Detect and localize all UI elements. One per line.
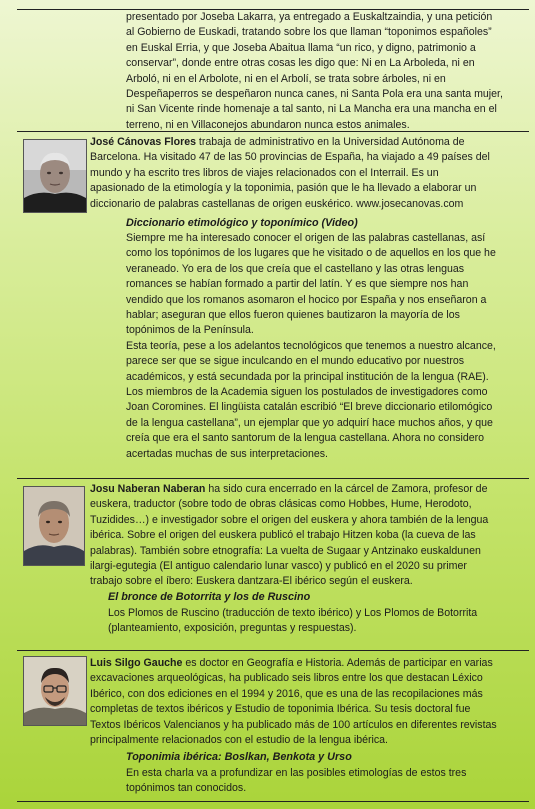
bio-line: mundo y ha escrito tres libros de viajes relacionados con el Interrail. Es un [90, 166, 439, 179]
intro-line: Arboló, ni en el Arbolote, ni en el Arbolí, se trata sobre árboles, ni en [126, 72, 446, 85]
bio-line: apasionado de la etimología y la toponimia, pasión que le ha llevado a elaborar un [90, 182, 477, 195]
speaker-name: Luis Silgo Gauche [90, 657, 183, 669]
bio-line: trabaja de administrativo en la Universidad Autónoma de [195, 136, 465, 148]
speaker-photo-canovas [23, 139, 87, 213]
section-rule [17, 131, 529, 132]
talk-line: hablar; aseguran que ellos fueron quienes bautizaron la mayoría de los [126, 309, 460, 322]
intro-line: presentado por Joseba Lakarra, ya entregado a Euskaltzaindia, y una petición [126, 11, 493, 23]
bio-line: Barcelona. Ha visitado 47 de las 50 provincias de España, ha viajado a 49 países del [90, 151, 490, 164]
speaker-bio-silgo [90, 656, 523, 748]
talk-line: vendido que los romanos asomaron el hocico por España y nos enseñaron a [126, 293, 487, 306]
portrait-image [24, 140, 86, 212]
talk-title: Diccionario etimológico y toponímico (Video) [126, 217, 358, 229]
speaker-name: Josu Naberan Naberan [90, 483, 206, 495]
talk-line: Joan Coromines. El lingüista catalán escribió “El breve diccionario etilomógico [126, 401, 493, 414]
bio-line: ilargi-egutegia (El antiguo calendario lunar vasco) y publicó en el 2020 su primer [90, 560, 467, 573]
bio-line: ibérica. Sobre el origen del euskera publicó el trabajo Hitzen koba (la cueva de las [90, 529, 476, 542]
speaker-photo-naberan [23, 486, 85, 566]
bio-line: palabras). También sobre etnografía: La vuelta de Sugaar y Antzinako euskaldunen [90, 544, 481, 557]
intro-line: Despeñaperros se despeñaron nunca canes, ni Santa Pola era una santa mujer, [126, 88, 503, 101]
talk-description-silgo [126, 766, 523, 797]
section-rule [17, 650, 529, 651]
bio-line: euskera, traductor (sobre todo de obras clásicas como Hobbes, Hume, Herodoto, [90, 498, 472, 511]
talk-title: El bronce de Botorrita y los de Ruscino [108, 591, 311, 603]
intro-line: ni San Vicente rinde homenaje a tal santo, ni La Mancha era una mancha en el [126, 103, 497, 116]
talk-line: de la lengua castellana”, un ejemplar que yo adquirí hace muchos años, y que [126, 416, 493, 429]
bottom-rule [17, 801, 529, 802]
talk-line: romances se habían formado a partir del latín. Y es que siempre nos han [126, 278, 469, 291]
talk-line: como los topónimos de los lugares que he visitado o de aquellos en los que he [126, 247, 496, 260]
bio-line: completas de textos ibéricos y Estudio de toponimia Ibérica. Su tesis doctoral fue [90, 703, 471, 716]
portrait-image [24, 487, 84, 565]
bio-line: excavaciones arqueológicas, ha publicado seis libros entre los que destacan Léxico [90, 672, 483, 685]
talk-line: creía que era el santo santorum de la lengua castellana. Ahora no considero [126, 432, 485, 445]
bio-line: Tuzidides…) e investigador sobre el origen del euskera y ahora también de la lengua [90, 513, 489, 526]
bio-line: ha sido cura encerrado en la cárcel de Zamora, profesor de [205, 483, 488, 495]
section-rule [17, 478, 529, 479]
bio-line: trabajo sobre el íbero: Euskera dantzara-El ibérico según el euskera. [90, 575, 413, 588]
portrait-image [24, 657, 86, 725]
talk-line: parece ser que se sigue inculcando en el mundo educativo por nuestros [126, 355, 465, 368]
intro-line: terreno, ni en Villaconejos abundaron nunca estos animales. [126, 118, 410, 131]
speaker-name: José Cánovas Flores [90, 136, 196, 148]
bio-line: principalmente relacionados con el estudio de la lengua ibérica. [90, 734, 388, 747]
intro-line: conservar”, donde entre otras cosas les digo que: Ni en La Arboleda, ni en [126, 57, 475, 70]
bio-line: Textos Ibéricos Valencianos y ha publicado más de 100 artículos en diferentes revistas [90, 718, 497, 731]
bio-line: diccionario de palabras castellanas de origen euskérico. www.josecanovas.com [90, 197, 464, 210]
talk-line: (planteamiento, exposición, preguntas y respuestas). [108, 622, 357, 635]
talk-description-canovas [126, 231, 523, 462]
speaker-photo-silgo [23, 656, 87, 726]
talk-line: topónimos de la Península. [126, 324, 254, 337]
bio-line: es doctor en Geografía e Historia. Además de participar en varias [182, 657, 493, 669]
talk-line: topónimos tan conocidos. [126, 782, 247, 795]
intro-line: al Gobierno de Euskadi, tratando sobre los que llaman “toponimos españoles” [126, 26, 492, 39]
speaker-bio-naberan [90, 482, 523, 590]
speaker-bio-canovas [90, 135, 523, 212]
talk-line: acertadas muchas de sus interpretaciones. [126, 447, 328, 460]
intro-paragraph [126, 10, 523, 133]
talk-title: Toponimia ibérica: Boslkan, Benkota y Urso [126, 751, 352, 763]
talk-line: Siempre me ha interesado conocer el origen de las palabras castellanas, así [126, 232, 486, 244]
bio-line: Ibérico, con dos ediciones en el 1994 y 2016, que es una de las recopilaciones más [90, 687, 483, 700]
talk-line: Esta teoría, pese a los adelantos tecnológicos que tenemos a nuestro alcance, [126, 339, 496, 352]
talk-line: En esta charla va a profundizar en las posibles etimologías de estos tres [126, 767, 467, 779]
intro-line: en Euskal Erria, y que Joseba Abaitua llama “un rico, y digno, patrimonio a [126, 41, 476, 54]
talk-line: veraneado. Yo era de los que creía que el castellano y las otras lenguas [126, 262, 465, 275]
talk-line: académicos, y está secundada por la principal institución de la lengua (RAE). [126, 370, 489, 383]
talk-line: Los Plomos de Ruscino (traducción de texto ibérico) y Los Plomos de Botorrita [108, 607, 478, 619]
talk-description-naberan [108, 606, 523, 637]
talk-line: Los miembros de la Academia siguen los postulados de investigadores como [126, 386, 488, 399]
